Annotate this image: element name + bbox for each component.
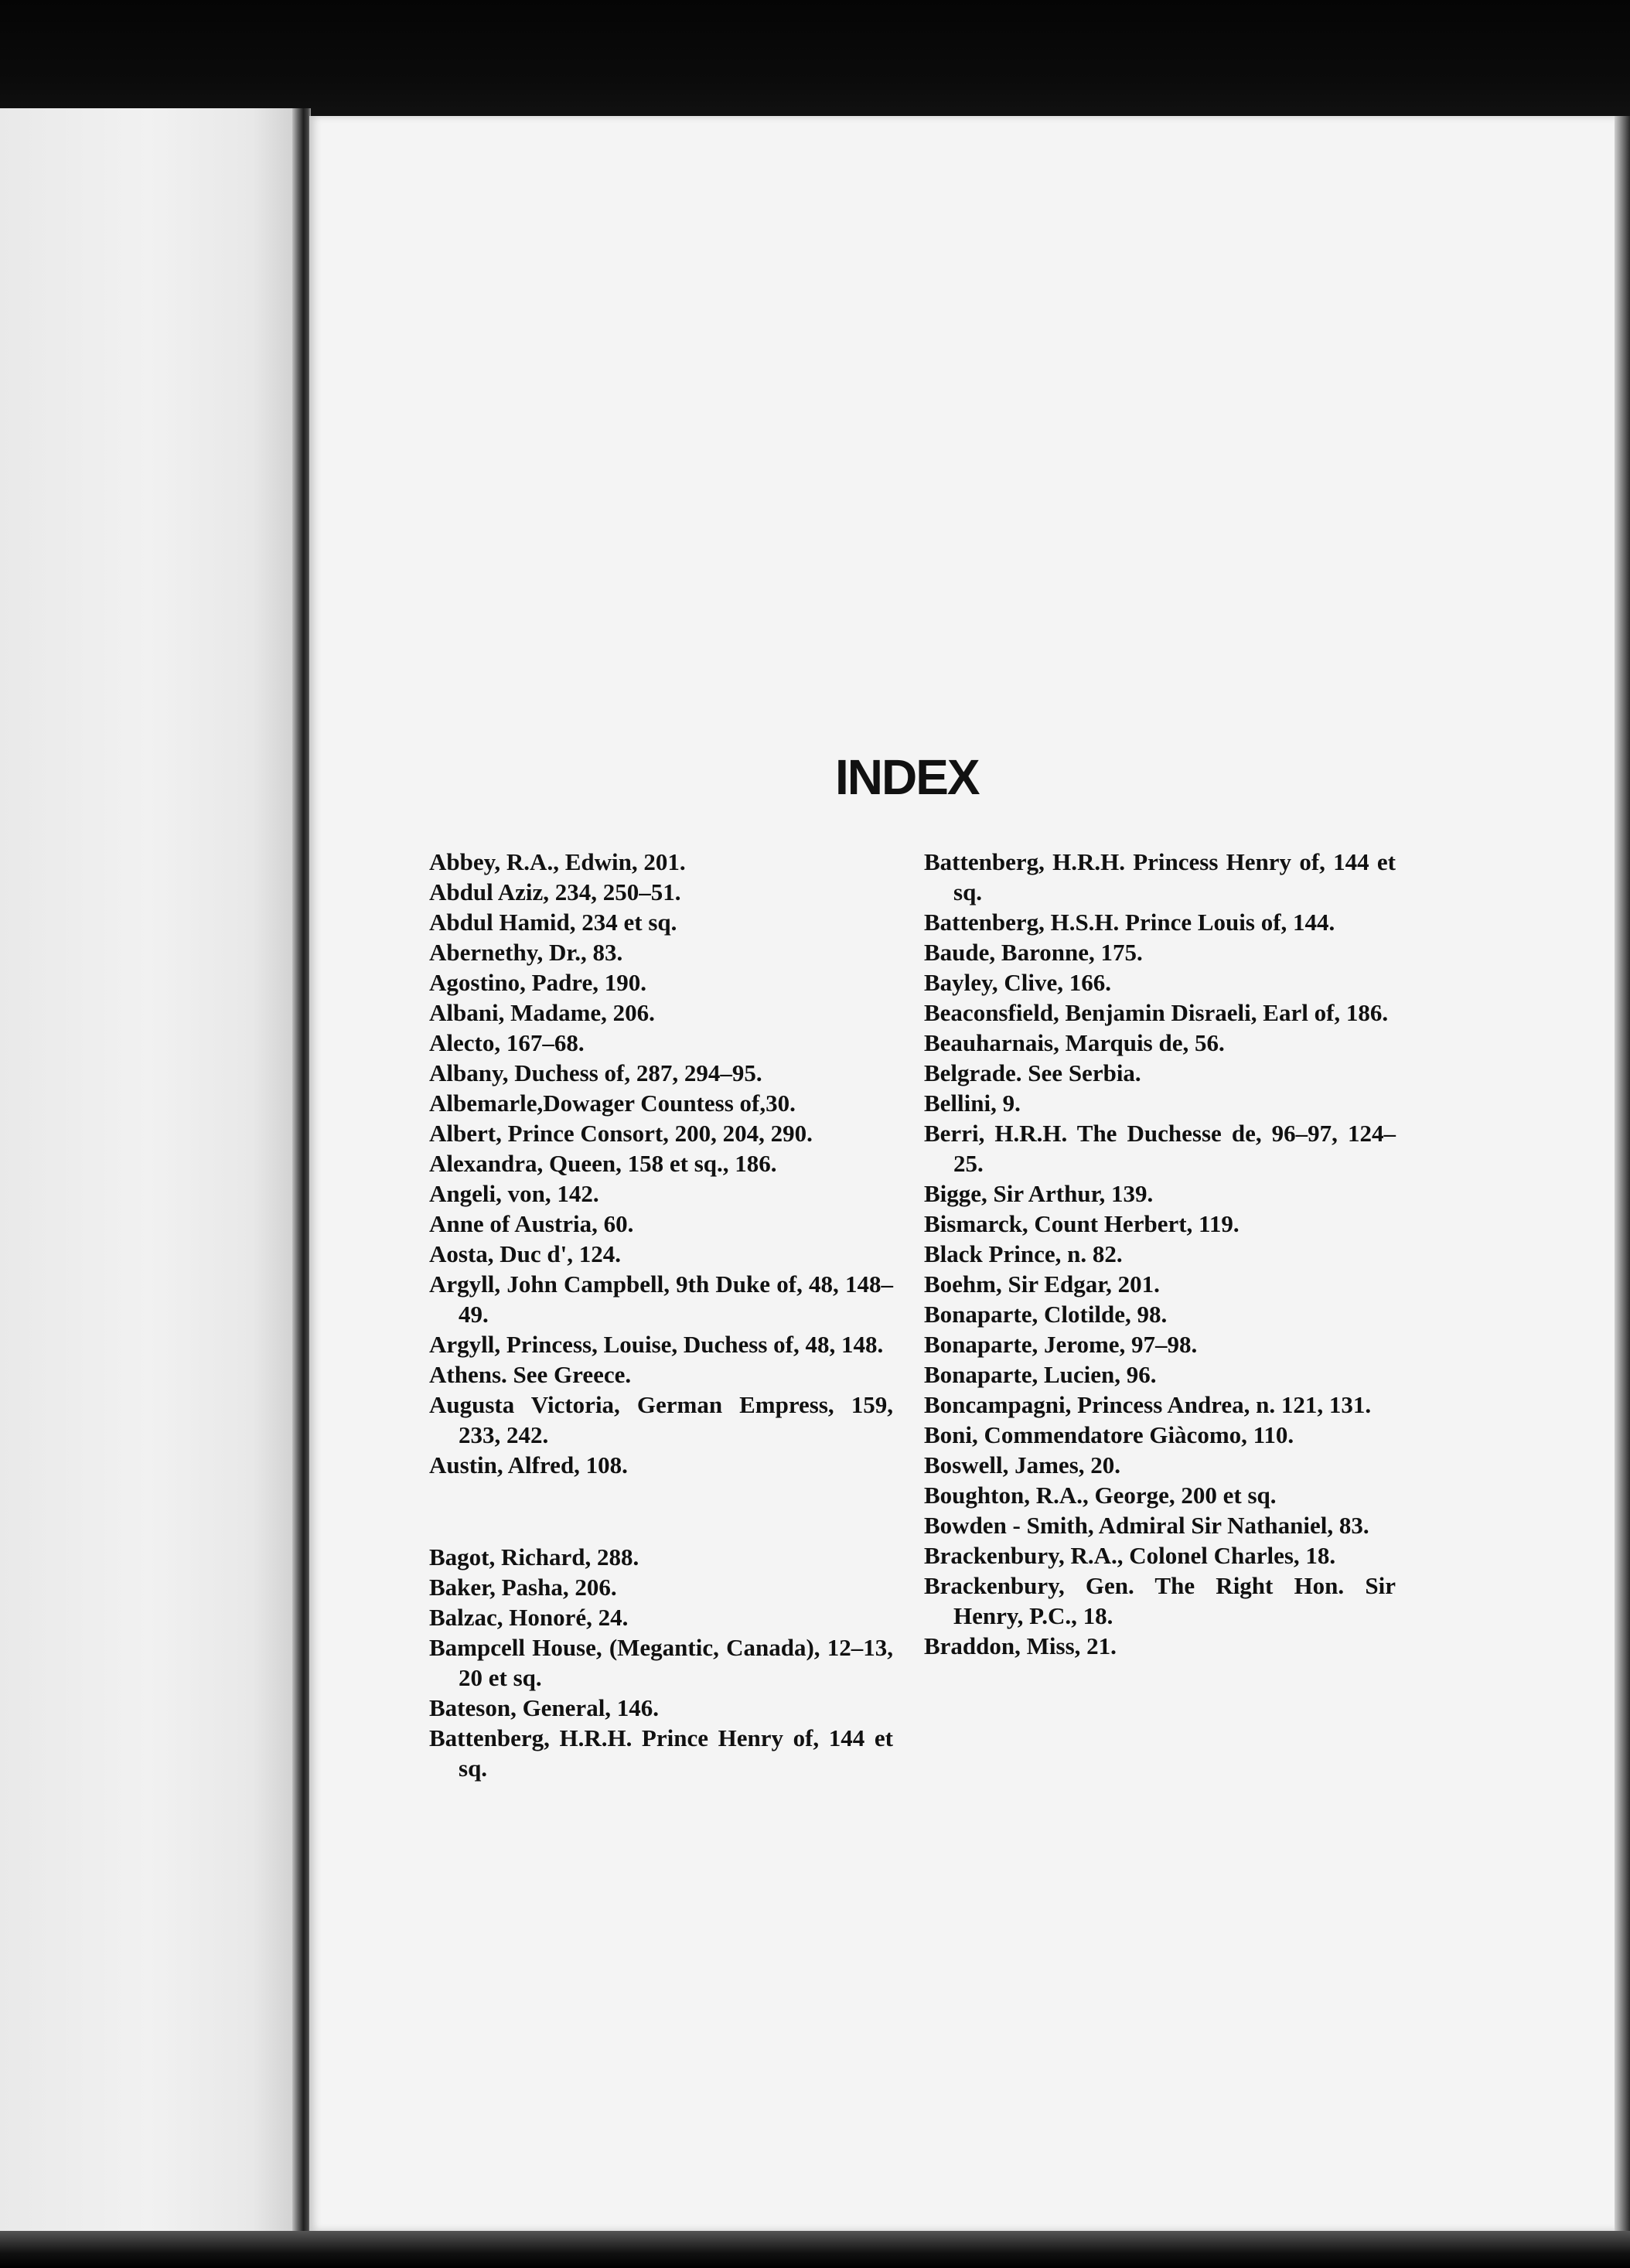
index-entry: Battenberg, H.S.H. Prince Louis of, 144. (924, 909, 1335, 936)
index-entry: Albert, Prince Consort, 200, 204, 290. (429, 1120, 813, 1147)
section-gap (429, 1480, 893, 1542)
index-entry: Austin, Alfred, 108. (429, 1451, 628, 1478)
index-entry: Braddon, Miss, 21. (924, 1632, 1117, 1659)
index-entry: Bonaparte, Jerome, 97–98. (924, 1331, 1198, 1358)
index-entry: Baude, Baronne, 175. (924, 939, 1143, 966)
index-column-right (924, 847, 1396, 1661)
index-entry: Boughton, R.A., George, 200 et sq. (924, 1482, 1277, 1509)
index-entry: Alecto, 167–68. (429, 1029, 585, 1056)
index-entry: Bagot, Richard, 288. (429, 1543, 639, 1571)
page-title: INDEX (835, 749, 979, 805)
index-entry: Augusta Victoria, German Empress, 159, 233, 242. (429, 1391, 893, 1448)
index-entry: Boswell, James, 20. (924, 1451, 1121, 1478)
index-entry: Berri, H.R.H. The Duchesse de, 96–97, 124–25. (924, 1120, 1396, 1177)
book-gutter (292, 108, 311, 2231)
index-entry: Black Prince, n. 82. (924, 1240, 1123, 1267)
index-entry: Argyll, John Campbell, 9th Duke of, 48, 148–49. (429, 1270, 893, 1328)
dark-background-top (0, 0, 1630, 116)
index-entry: Battenberg, H.R.H. Prince Henry of, 144 et sq. (429, 1724, 893, 1782)
index-entry: Bismarck, Count Herbert, 119. (924, 1210, 1240, 1237)
index-entry: Argyll, Princess, Louise, Duchess of, 48, 148. (429, 1331, 884, 1358)
index-entry: Aosta, Duc d', 124. (429, 1240, 622, 1267)
index-entry: Albemarle,Dowager Countess of,30. (429, 1090, 796, 1117)
index-entry: Bayley, Clive, 166. (924, 969, 1111, 996)
index-entry: Bigge, Sir Arthur, 139. (924, 1180, 1154, 1207)
index-entry: Agostino, Padre, 190. (429, 969, 647, 996)
index-entry: Albany, Duchess of, 287, 294–95. (429, 1059, 762, 1086)
index-entry: Abernethy, Dr., 83. (429, 939, 623, 966)
index-entry: Brackenbury, Gen. The Right Hon. Sir Henry, P.C., 18. (924, 1572, 1396, 1629)
index-entry: Bonaparte, Clotilde, 98. (924, 1301, 1168, 1328)
index-entry: Beauharnais, Marquis de, 56. (924, 1029, 1225, 1056)
dark-background-bottom (0, 2231, 1630, 2268)
index-entry: Baker, Pasha, 206. (429, 1574, 617, 1601)
index-entry: Brackenbury, R.A., Colonel Charles, 18. (924, 1542, 1336, 1569)
page-edge-shadow (1615, 116, 1630, 2231)
index-entry: Boehm, Sir Edgar, 201. (924, 1270, 1160, 1298)
index-entry: Albani, Madame, 206. (429, 999, 655, 1026)
left-page-blank (0, 108, 298, 2231)
index-entry: Boni, Commendatore Giàcomo, 110. (924, 1421, 1294, 1448)
index-column-left (429, 847, 893, 1783)
index-entry: Angeli, von, 142. (429, 1180, 599, 1207)
index-entry: Alexandra, Queen, 158 et sq., 186. (429, 1150, 777, 1177)
index-entry: Abdul Aziz, 234, 250–51. (429, 878, 681, 905)
index-entry: Bonaparte, Lucien, 96. (924, 1361, 1157, 1388)
index-entry: Bateson, General, 146. (429, 1694, 660, 1721)
index-entry: Balzac, Honoré, 24. (429, 1604, 629, 1631)
index-entry: Boncampagni, Princess Andrea, n. 121, 131. (924, 1391, 1372, 1418)
index-entry: Beaconsfield, Benjamin Disraeli, Earl of, 186. (924, 999, 1389, 1026)
index-entry: Bampcell House, (Megantic, Canada), 12–13, 20 et sq. (429, 1634, 893, 1691)
index-entry: Battenberg, H.R.H. Princess Henry of, 144 et sq. (924, 848, 1396, 905)
index-entry: Athens. See Greece. (429, 1361, 632, 1388)
index-entry: Bowden - Smith, Admiral Sir Nathaniel, 83. (924, 1512, 1369, 1539)
index-entry: Abdul Hamid, 234 et sq. (429, 909, 677, 936)
index-entry: Anne of Austria, 60. (429, 1210, 634, 1237)
index-entry: Abbey, R.A., Edwin, 201. (429, 848, 686, 875)
index-entry: Belgrade. See Serbia. (924, 1059, 1141, 1086)
index-entry: Bellini, 9. (924, 1090, 1021, 1117)
